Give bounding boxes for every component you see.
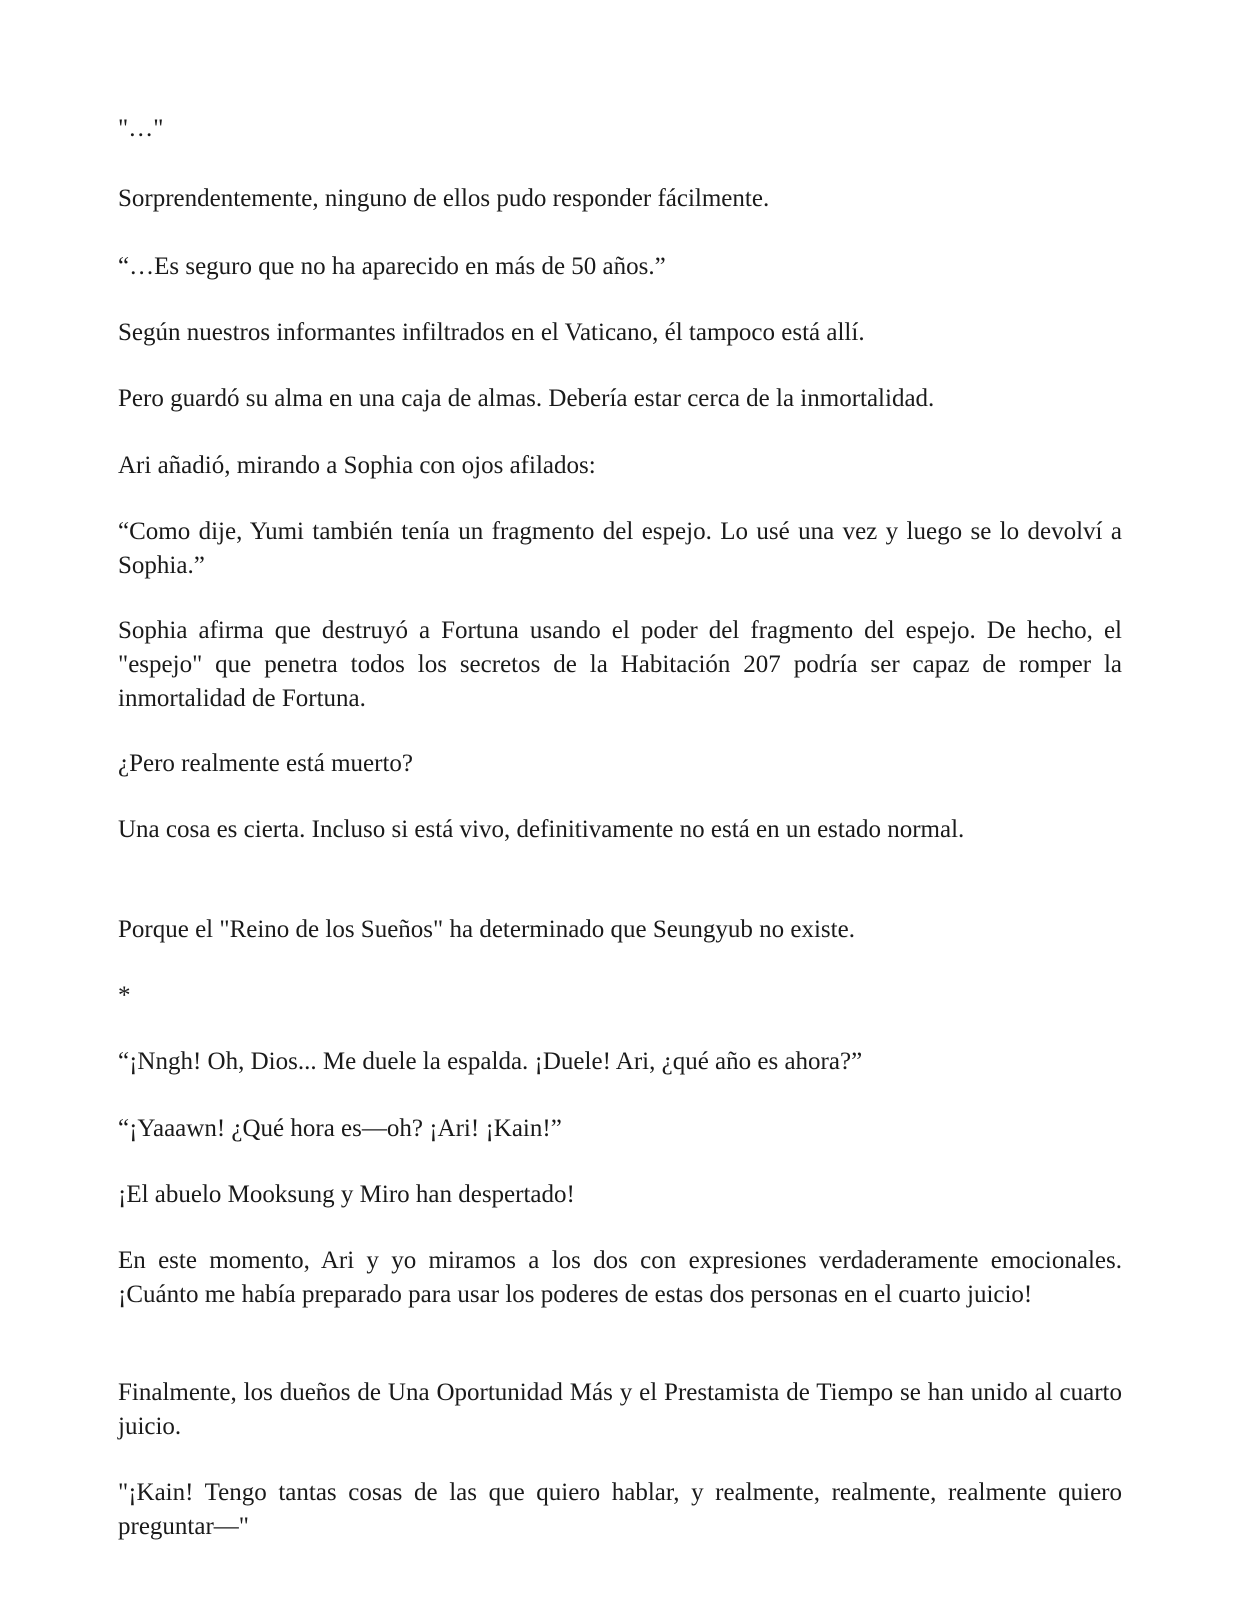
paragraph-9: ¿Pero realmente está muerto? bbox=[118, 750, 413, 777]
paragraph-10: Una cosa es cierta. Incluso si está vivo, definitivamente no está en un estado normal. bbox=[118, 816, 965, 843]
paragraph-8: Sophia afirma que destruyó a Fortuna usando el poder del fragmento del espejo. De hecho, el "espejo" que penetra todos los secretos de la Habitación 207 podría ser capaz de romper la inmortalidad de Fortuna. bbox=[118, 617, 1122, 712]
paragraph-6: Ari añadió, mirando a Sophia con ojos afilados: bbox=[118, 452, 596, 479]
paragraph-1: "…" bbox=[118, 115, 164, 142]
paragraph-7: “Como dije, Yumi también tenía un fragmento del espejo. Lo usé una vez y luego se lo devolví a Sophia.” bbox=[118, 518, 1122, 579]
paragraph-16: Finalmente, los dueños de Una Oportunidad Más y el Prestamista de Tiempo se han unido al cuarto juicio. bbox=[118, 1379, 1122, 1440]
paragraph-14: ¡El abuelo Mooksung y Miro han despertado! bbox=[118, 1181, 575, 1208]
paragraph-3: “…Es seguro que no ha aparecido en más de 50 años.” bbox=[118, 253, 666, 280]
paragraph-2: Sorprendentemente, ninguno de ellos pudo responder fácilmente. bbox=[118, 185, 770, 212]
scene-break: * bbox=[118, 982, 131, 1009]
paragraph-17: "¡Kain! Tengo tantas cosas de las que quiero hablar, y realmente, realmente, realmente quiero preguntar—" bbox=[118, 1479, 1122, 1540]
paragraph-4: Según nuestros informantes infiltrados en el Vaticano, él tampoco está allí. bbox=[118, 319, 865, 346]
paragraph-12: “¡Nngh! Oh, Dios... Me duele la espalda. ¡Duele! Ari, ¿qué año es ahora?” bbox=[118, 1048, 863, 1075]
paragraph-5: Pero guardó su alma en una caja de almas. Debería estar cerca de la inmortalidad. bbox=[118, 385, 935, 412]
paragraph-11: Porque el "Reino de los Sueños" ha determinado que Seungyub no existe. bbox=[118, 916, 855, 943]
paragraph-15: En este momento, Ari y yo miramos a los dos con expresiones verdaderamente emocionales. ¡Cuánto me había preparado para usar los poderes de estas dos personas en el cuarto juicio! bbox=[118, 1247, 1122, 1308]
paragraph-13: “¡Yaaawn! ¿Qué hora es—oh? ¡Ari! ¡Kain!” bbox=[118, 1115, 562, 1142]
